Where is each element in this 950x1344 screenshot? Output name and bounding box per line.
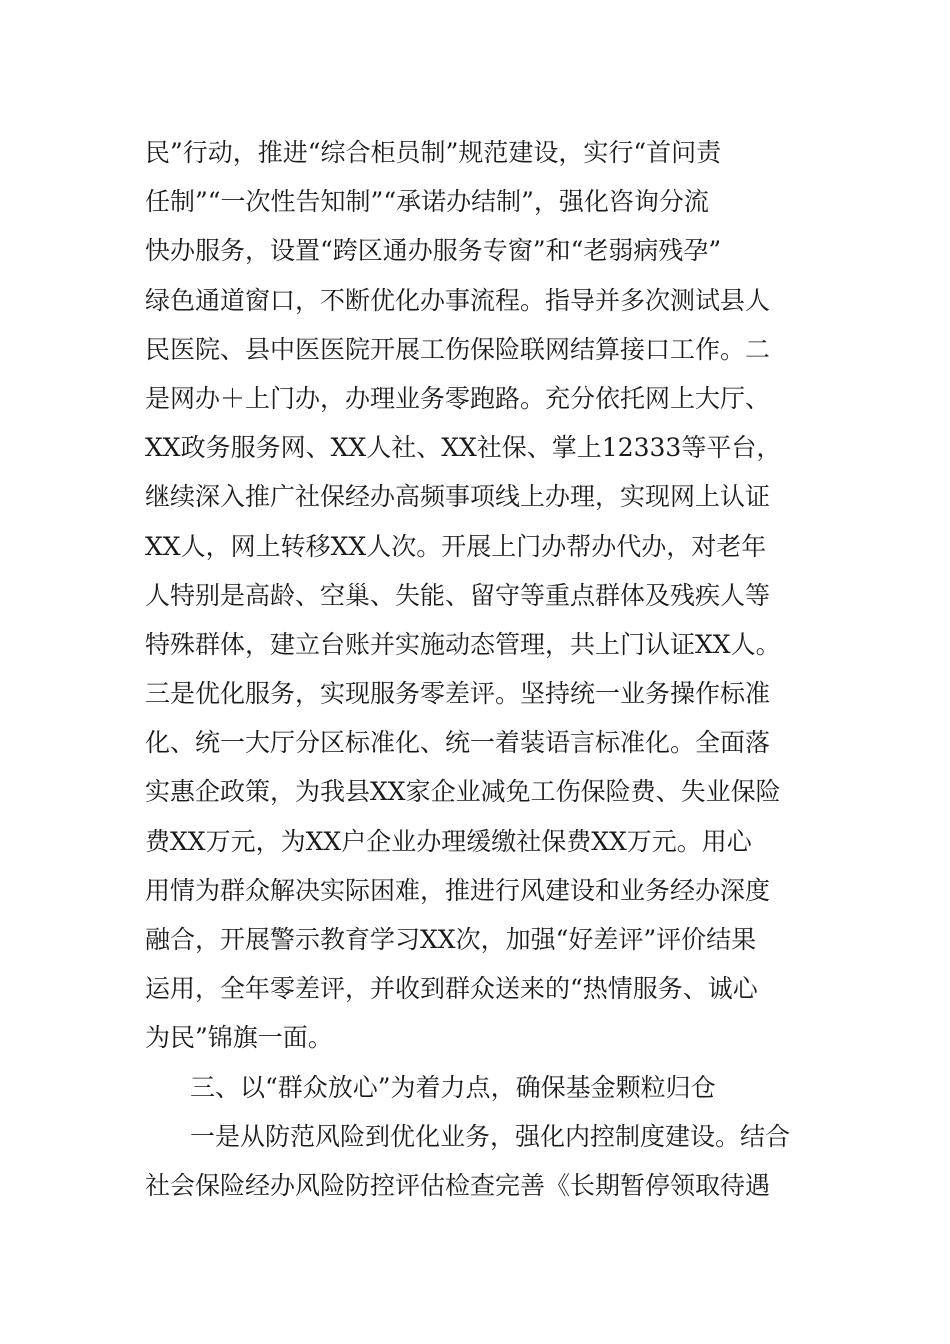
text-line: 绿色通道窗口，不断优化办事流程。指导并多次测试县人 [145,285,771,315]
body-text [145,128,835,1210]
text-line: 用情为群众解决实际困难，推进行风建设和业务经办深度 [145,875,771,905]
text-line: 化、统一大厅分区标准化、统一着装语言标准化。全面落 [145,728,771,758]
text-line: 社会保险经办风险防控评估检查完善《长期暂停领取待遇 [145,1170,771,1200]
text-line: 运用，全年零差评，并收到群众送来的“热情服务、诚心 [145,974,758,1004]
text-line: 任制”“一次性告知制”“承诺办结制”，强化咨询分流 [145,187,709,217]
text-line: 费XX万元，为XX户企业办理缓缴社保费XX万元。用心 [145,826,752,856]
text-line: XX政务服务网、XX人社、XX社保、掌上12333等平台， [145,433,782,463]
text-line: XX人，网上转移XX人次。开展上门办帮办代办，对老年 [145,531,767,561]
text-line: 是网办＋上门办，办理业务零跑路。充分依托网上大厅、 [145,383,771,413]
text-line: 民医院、县中医医院开展工伤保险联网结算接口工作。二 [145,334,771,364]
text-line: 快办服务，设置“跨区通办服务专窗”和“老弱病残孕” [145,236,722,266]
text-line: 人特别是高龄、空巢、失能、留守等重点群体及残疾人等 [145,580,771,610]
text-line: 民”行动，推进“综合柜员制”规范建设，实行“首问责 [145,138,722,167]
text-line: 融合，开展警示教育学习XX次，加强“好差评”评价结果 [145,925,757,954]
text-line: 为民”锦旗一面。 [145,1023,333,1053]
text-line: 一是从防范风险到优化业务，强化内控制度建设。结合 [190,1121,791,1151]
text-line: 继续深入推广社保经办高频事项线上办理，实现网上认证 [145,482,771,512]
text-line: 三是优化服务，实现服务零差评。坚持统一业务操作标准 [145,679,771,709]
text-line: 实惠企政策，为我县XX家企业减免工伤保险费、失业保险 [145,777,781,807]
text-line: 特殊群体，建立台账并实施动态管理，共上门认证XX人。 [145,629,781,659]
section-heading: 三、以“群众放心”为着力点，确保基金颗粒归仓 [190,1072,716,1102]
